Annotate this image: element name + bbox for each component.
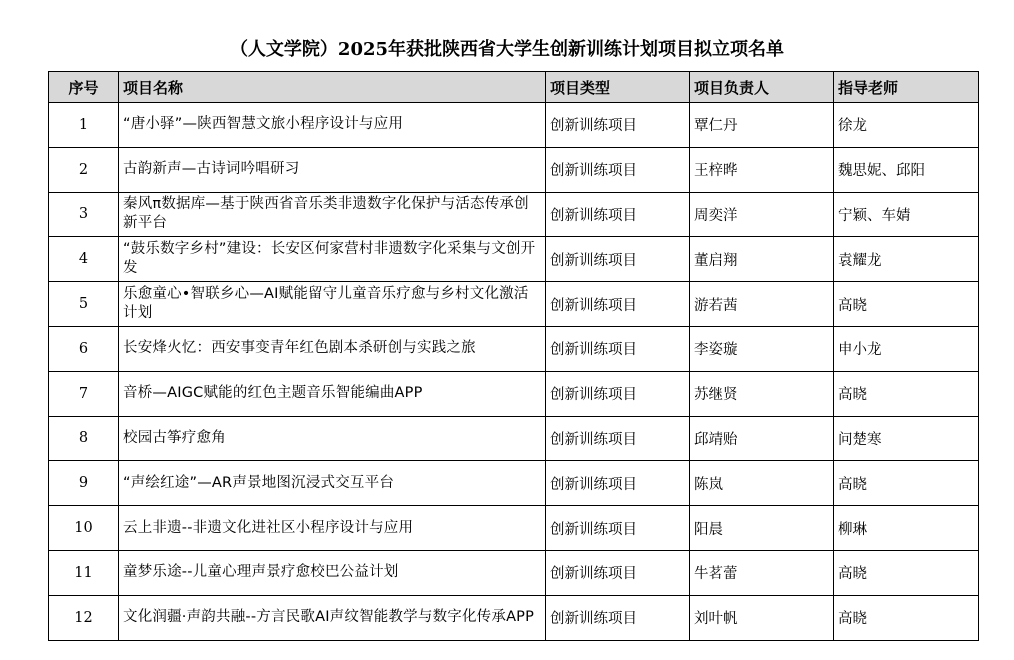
row-project-type: 创新训练项目: [546, 237, 690, 282]
row-no: 6: [49, 326, 119, 371]
row-project-type: 创新训练项目: [546, 371, 690, 416]
row-no: 3: [49, 192, 119, 237]
row-project-lead: 苏继贤: [690, 371, 834, 416]
table-row: [49, 461, 979, 506]
row-project-name: 古韵新声—古诗词吟唱研习: [119, 147, 546, 192]
row-advisor: 柳琳: [834, 506, 979, 551]
row-no: 9: [49, 461, 119, 506]
row-project-type: 创新训练项目: [546, 595, 690, 640]
table-row: [49, 192, 979, 237]
row-project-lead: 董启翔: [690, 237, 834, 282]
row-no: 1: [49, 103, 119, 148]
row-project-type: 创新训练项目: [546, 147, 690, 192]
table-row: [49, 326, 979, 371]
row-advisor: 魏思妮、邱阳: [834, 147, 979, 192]
table-row: [49, 506, 979, 551]
row-advisor: 高晓: [834, 461, 979, 506]
header-project-name: 项目名称: [119, 72, 546, 103]
row-no: 2: [49, 147, 119, 192]
row-advisor: 高晓: [834, 550, 979, 595]
row-project-name: 文化润疆·声韵共融--方言民歌AI声纹智能教学与数字化传承APP: [119, 595, 546, 640]
row-no: 12: [49, 595, 119, 640]
row-project-lead: 周奕洋: [690, 192, 834, 237]
header-advisor: 指导老师: [834, 72, 979, 103]
row-project-lead: 王梓晔: [690, 147, 834, 192]
row-advisor: 袁耀龙: [834, 237, 979, 282]
table-row: [49, 147, 979, 192]
table-row: [49, 595, 979, 640]
header-project-type: 项目类型: [546, 72, 690, 103]
row-project-type: 创新训练项目: [546, 192, 690, 237]
row-project-name: 秦风π数据库—基于陕西省音乐类非遗数字化保护与活态传承创新平台: [119, 192, 546, 237]
row-advisor: 高晓: [834, 282, 979, 327]
row-project-name: 童梦乐途--儿童心理声景疗愈校巴公益计划: [119, 550, 546, 595]
row-no: 10: [49, 506, 119, 551]
document-title: （人文学院）2025年获批陕西省大学生创新训练计划项目拟立项名单: [229, 39, 785, 60]
row-no: 4: [49, 237, 119, 282]
row-project-lead: 牛茗蕾: [690, 550, 834, 595]
row-project-name: “唐小驿”—陕西智慧文旅小程序设计与应用: [119, 103, 546, 148]
row-project-lead: 刘叶帆: [690, 595, 834, 640]
table-row: [49, 416, 979, 461]
table-row: [49, 282, 979, 327]
row-no: 7: [49, 371, 119, 416]
row-project-type: 创新训练项目: [546, 282, 690, 327]
header-project-lead: 项目负责人: [690, 72, 834, 103]
row-project-lead: 陈岚: [690, 461, 834, 506]
row-advisor: 高晓: [834, 595, 979, 640]
project-roster-table: [48, 71, 979, 641]
row-no: 8: [49, 416, 119, 461]
row-project-lead: 邱靖贻: [690, 416, 834, 461]
row-project-type: 创新训练项目: [546, 506, 690, 551]
row-advisor: 宁颖、车婧: [834, 192, 979, 237]
row-project-type: 创新训练项目: [546, 103, 690, 148]
row-project-name: 云上非遗--非遗文化进社区小程序设计与应用: [119, 506, 546, 551]
row-project-name: 长安烽火忆：西安事变青年红色剧本杀研创与实践之旅: [119, 326, 546, 371]
table-row: [49, 103, 979, 148]
header-no: 序号: [49, 72, 119, 103]
row-advisor: 申小龙: [834, 326, 979, 371]
row-advisor: 高晓: [834, 371, 979, 416]
row-project-name: 校园古筝疗愈角: [119, 416, 546, 461]
table-row: [49, 371, 979, 416]
row-project-lead: 游若茜: [690, 282, 834, 327]
row-project-name: “声绘红途”—AR声景地图沉浸式交互平台: [119, 461, 546, 506]
row-advisor: 问楚寒: [834, 416, 979, 461]
table-header-row: [49, 72, 979, 103]
row-project-type: 创新训练项目: [546, 461, 690, 506]
row-project-type: 创新训练项目: [546, 550, 690, 595]
table-row: [49, 550, 979, 595]
row-project-type: 创新训练项目: [546, 326, 690, 371]
row-project-name: “鼓乐数字乡村”建设：长安区何家营村非遗数字化采集与文创开发: [119, 237, 546, 282]
row-project-name: 乐愈童心•智联乡心—AI赋能留守儿童音乐疗愈与乡村文化激活计划: [119, 282, 546, 327]
row-advisor: 徐龙: [834, 103, 979, 148]
row-project-lead: 李姿璇: [690, 326, 834, 371]
table-row: [49, 237, 979, 282]
row-project-lead: 覃仁丹: [690, 103, 834, 148]
row-project-type: 创新训练项目: [546, 416, 690, 461]
row-project-name: 音桥—AIGC赋能的红色主题音乐智能编曲APP: [119, 371, 546, 416]
row-project-lead: 阳晨: [690, 506, 834, 551]
row-no: 11: [49, 550, 119, 595]
row-no: 5: [49, 282, 119, 327]
